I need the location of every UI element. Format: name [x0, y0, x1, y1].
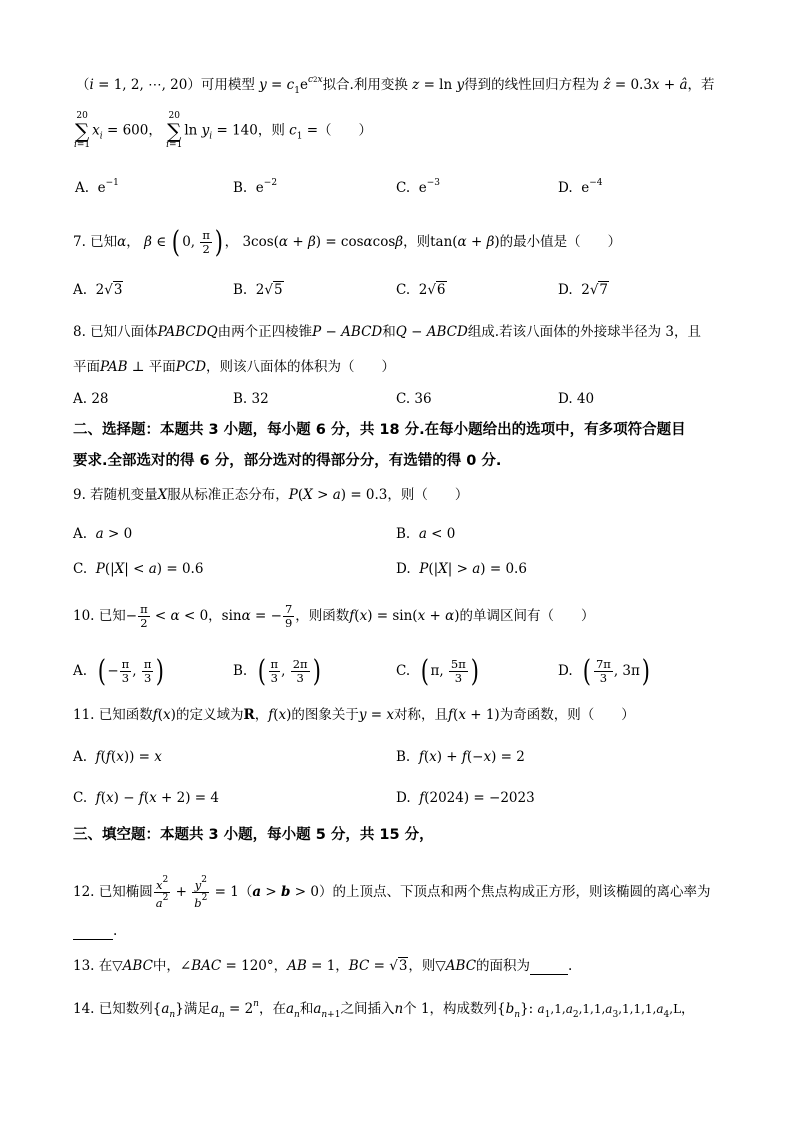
sum-symbol: 20 ∑ i=1	[74, 111, 91, 150]
option-a[interactable]: A. a > 0	[73, 526, 133, 542]
q11-stem: 11. 已知函数f(x)的定义域为R，f(x)的图象关于y = x对称，且f(x + 1)为奇函数，则（ ）	[73, 707, 635, 723]
answer-blank[interactable]	[73, 925, 113, 940]
option-c[interactable]: C. f(x) − f(x + 2) = 4	[73, 790, 219, 806]
option-d[interactable]: D. P(|X| > a) = 0.6	[396, 561, 527, 577]
option-c[interactable]: C. 36	[396, 391, 432, 407]
option-b[interactable]: B. $e^{-2}$	[233, 178, 278, 196]
q8-line1: 8. 已知八面体PABCDQ由两个正四棱锥P − ABCD和Q − ABCD组成.若该八面体的外接球半径为 3，且	[73, 324, 701, 340]
option-a[interactable]: A. 2√3	[73, 282, 123, 298]
option-b[interactable]: B. f(x) + f(−x) = 2	[396, 749, 525, 765]
option-a[interactable]: A. $e^{-1}$	[75, 178, 119, 196]
section-2-heading-cont: 要求.全部选对的得 6 分，部分选对的得部分分，有选错的得 0 分.	[73, 453, 502, 469]
option-d[interactable]: D. 2√7	[558, 282, 609, 298]
q9-stem: 9. 若随机变量X服从标准正态分布，P(X > a) = 0.3，则（ ）	[73, 487, 469, 503]
q10-stem: 10. 已知− $\frac{\pi}{2}$ < α < 0，sinα = − $\frac{7}{9}$ ，则函数f(x) = sin(x + α)的单调区间有（ ）	[73, 602, 595, 631]
q6-line2: 20 ∑ $i=1x_i = 600$， 20 ∑ i=1ln $y_i = 140$，则 $c_1$ =（ ）	[74, 111, 373, 150]
option-d[interactable]: D. f(2024) = −2023	[396, 790, 535, 806]
option-d[interactable]: D. ( $\frac{7\pi}{3}$ , 3π)	[558, 653, 650, 689]
option-c[interactable]: C. 2√6	[396, 282, 446, 298]
q14-stem: 14. 已知数列$\{a_n\}$满足$a_n = 2^n$，在$a_n$和$a_{n+1}$之间插入n个 1，构成数列$\{b_n\}$: $a_1,1,a_2,1,1,a_3,1,1,1,a_4,L$，	[73, 999, 695, 1020]
option-d[interactable]: D. 40	[558, 391, 595, 407]
q12-answer-line: .	[73, 925, 117, 940]
option-a[interactable]: A. f(f(x)) = x	[73, 749, 162, 765]
option-c[interactable]: C. P(|X| < a) = 0.6	[73, 561, 204, 577]
q7-stem: 7. 已知α， β ∈ ( 0, $\frac{\pi}{2}$ ) ， 3cos(α + β) = cosαcosβ，则tan(α + β)的最小值是（ ）	[73, 224, 622, 260]
q12-stem: 12. 已知椭圆 $\frac{x^2}{a^2}$ + $\frac{y^2}{b^2}$ = 1（a > b > 0）的上顶点、下顶点和两个焦点构成正方形，则该椭圆的离心率为	[73, 875, 711, 911]
section-2-heading: 二、选择题：本题共 3 小题，每小题 6 分，共 18 分.在每小题给出的选项中，有多项符合题目	[73, 422, 686, 438]
q8-line2: 平面PAB ⊥ 平面PCD，则该八面体的体积为（ ）	[73, 359, 396, 375]
option-c[interactable]: C. $e^{-3}$	[396, 178, 440, 196]
sum-symbol: 20 ∑ i=1	[166, 111, 183, 150]
option-a[interactable]: A. 28	[73, 391, 109, 407]
option-b[interactable]: B. 32	[233, 391, 269, 407]
option-d[interactable]: D. $e^{-4}$	[558, 178, 603, 196]
option-c[interactable]: C. ( π, $\frac{5\pi}{3}$ )	[396, 653, 479, 689]
q6-line1: （i = 1, 2, ⋯, 20）可用模型 $y = c_1e^{c2x}$拟合.利用变换 z = ln y得到的线性回归方程为 ẑ = 0.3x + â，若	[76, 75, 715, 96]
option-b[interactable]: B. 2√5	[233, 282, 283, 298]
option-a[interactable]: A. ( − $\frac{\pi}{3}$ , $\frac{\pi}{3}$ )	[73, 653, 165, 689]
answer-blank[interactable]	[530, 960, 568, 975]
section-3-heading: 三、填空题：本题共 3 小题，每小题 5 分，共 15 分，	[73, 827, 434, 843]
q13-stem: 13. 在▽ABC中，∠BAC = 120°，AB = 1，BC = √3，则▽ABC的面积为 .	[73, 958, 573, 974]
option-b[interactable]: B. ( $\frac{\pi}{3}$ , $\frac{2\pi}{3}$ )	[233, 653, 321, 689]
option-b[interactable]: B. a < 0	[396, 526, 456, 542]
